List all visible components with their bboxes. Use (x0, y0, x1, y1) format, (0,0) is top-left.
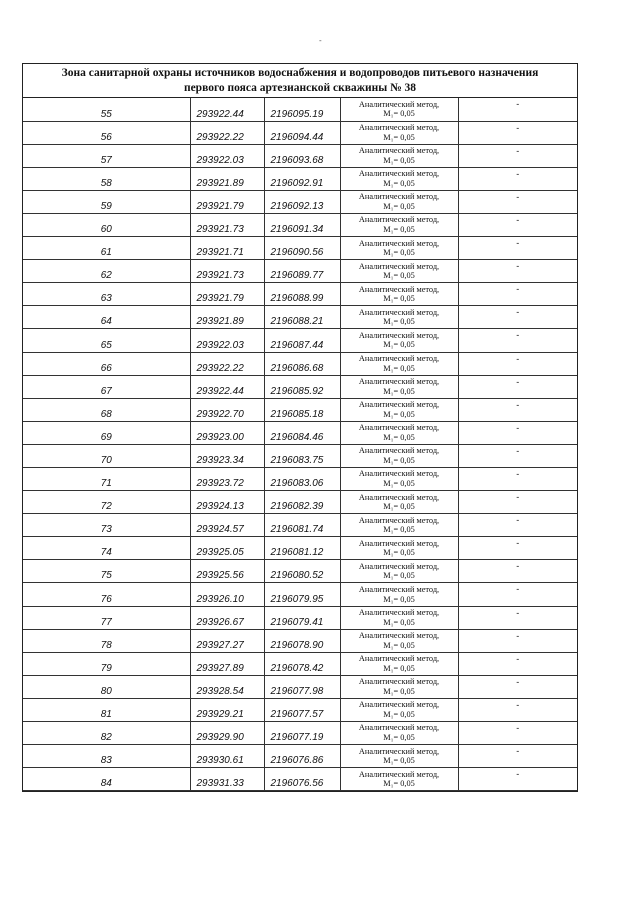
coordinate-x-cell: 293921.73 (190, 260, 264, 283)
coordinate-y-cell: 2196089.77 (264, 260, 340, 283)
table-row (23, 468, 577, 491)
coordinate-y-cell: 2196077.98 (264, 675, 340, 698)
table-row (23, 98, 577, 121)
description-cell: - (458, 444, 577, 467)
page-mark: - (319, 36, 322, 45)
table-row (23, 629, 577, 652)
method-cell (340, 560, 458, 583)
coordinate-y-cell: 2196079.41 (264, 606, 340, 629)
coordinate-y-cell: 2196081.12 (264, 537, 340, 560)
point-number-cell: 77 (23, 606, 190, 629)
method-line2: M₁= 0,05 (383, 248, 415, 258)
table-row (23, 652, 577, 675)
table-row (23, 375, 577, 398)
method-line1: Аналитический метод, (358, 608, 440, 618)
description-cell: - (458, 190, 577, 213)
method-line1: Аналитический метод, (358, 631, 440, 641)
table-row (23, 560, 577, 583)
description-cell: - (458, 237, 577, 260)
header-title-line2: первого пояса артезианской скважины № 38 (183, 82, 417, 94)
coordinate-x-cell: 293921.71 (190, 237, 264, 260)
table-row (23, 306, 577, 329)
point-number-cell: 67 (23, 375, 190, 398)
coordinate-x-cell: 293928.54 (190, 675, 264, 698)
description-cell: - (458, 398, 577, 421)
point-number-cell: 80 (23, 675, 190, 698)
method-line2: M₁= 0,05 (383, 733, 415, 743)
coordinate-x-cell: 293924.13 (190, 491, 264, 514)
point-number-cell: 68 (23, 398, 190, 421)
method-cell (340, 745, 458, 768)
description-cell: - (458, 283, 577, 306)
point-number-cell: 58 (23, 167, 190, 190)
method-cell (340, 375, 458, 398)
description-cell: - (458, 675, 577, 698)
coordinate-x-cell: 293923.34 (190, 444, 264, 467)
coordinate-x-cell: 293922.70 (190, 398, 264, 421)
point-number-cell: 75 (23, 560, 190, 583)
method-line2: M₁= 0,05 (383, 525, 415, 535)
table-row (23, 121, 577, 144)
method-line1: Аналитический метод, (358, 284, 440, 294)
description-cell: - (458, 352, 577, 375)
point-number-cell: 57 (23, 144, 190, 167)
description-cell: - (458, 606, 577, 629)
description-cell: - (458, 306, 577, 329)
method-line1: Аналитический метод, (358, 446, 440, 456)
coordinate-x-cell: 293921.89 (190, 306, 264, 329)
method-line2: M₁= 0,05 (383, 756, 415, 766)
coordinates-table-body (23, 98, 577, 791)
method-line1: Аналитический метод, (358, 469, 440, 479)
coordinate-x-cell: 293923.72 (190, 468, 264, 491)
description-cell: - (458, 514, 577, 537)
method-cell (340, 606, 458, 629)
coordinate-x-cell: 293922.22 (190, 121, 264, 144)
point-number-cell: 78 (23, 629, 190, 652)
table-row (23, 514, 577, 537)
coordinate-y-cell: 2196088.21 (264, 306, 340, 329)
table-row (23, 352, 577, 375)
point-number-cell: 84 (23, 768, 190, 791)
method-cell (340, 468, 458, 491)
description-cell: - (458, 768, 577, 791)
description-cell: - (458, 375, 577, 398)
description-cell: - (458, 144, 577, 167)
method-line2: M₁= 0,05 (383, 225, 415, 235)
method-line2: M₁= 0,05 (383, 617, 415, 627)
coordinate-y-cell: 2196078.90 (264, 629, 340, 652)
method-line2: M₁= 0,05 (383, 686, 415, 696)
method-cell (340, 444, 458, 467)
coordinate-x-cell: 293925.56 (190, 560, 264, 583)
method-line1: Аналитический метод, (358, 123, 440, 133)
method-cell (340, 260, 458, 283)
table-header (23, 64, 577, 98)
coordinate-x-cell: 293921.79 (190, 283, 264, 306)
method-line2: M₁= 0,05 (383, 271, 415, 281)
method-line2: M₁= 0,05 (383, 363, 415, 373)
coordinate-y-cell: 2196086.68 (264, 352, 340, 375)
point-number-cell: 81 (23, 698, 190, 721)
method-line2: M₁= 0,05 (383, 178, 415, 188)
description-cell: - (458, 167, 577, 190)
coordinate-y-cell: 2196094.44 (264, 121, 340, 144)
description-cell: - (458, 213, 577, 236)
coordinate-x-cell: 293922.44 (190, 98, 264, 121)
coordinate-x-cell: 293921.89 (190, 167, 264, 190)
table-row (23, 722, 577, 745)
method-cell (340, 514, 458, 537)
method-cell (340, 722, 458, 745)
method-line2: M₁= 0,05 (383, 779, 415, 789)
method-cell (340, 121, 458, 144)
table-row (23, 237, 577, 260)
method-cell (340, 491, 458, 514)
method-line1: Аналитический метод, (358, 99, 440, 109)
point-number-cell: 72 (23, 491, 190, 514)
table-row (23, 144, 577, 167)
method-cell (340, 583, 458, 606)
coordinate-x-cell: 293922.22 (190, 352, 264, 375)
coordinate-x-cell: 293929.90 (190, 722, 264, 745)
coordinate-x-cell: 293925.05 (190, 537, 264, 560)
coordinate-y-cell: 2196093.68 (264, 144, 340, 167)
method-cell (340, 306, 458, 329)
method-line1: Аналитический метод, (358, 215, 440, 225)
table-row (23, 398, 577, 421)
description-cell: - (458, 583, 577, 606)
coordinates-table (23, 98, 577, 791)
table-row (23, 537, 577, 560)
point-number-cell: 66 (23, 352, 190, 375)
method-line2: M₁= 0,05 (383, 294, 415, 304)
point-number-cell: 62 (23, 260, 190, 283)
method-line2: M₁= 0,05 (383, 548, 415, 558)
method-cell (340, 398, 458, 421)
table-row (23, 444, 577, 467)
description-cell: - (458, 121, 577, 144)
method-line2: M₁= 0,05 (383, 132, 415, 142)
table-row (23, 421, 577, 444)
description-cell: - (458, 468, 577, 491)
description-cell: - (458, 329, 577, 352)
point-number-cell: 59 (23, 190, 190, 213)
table-row (23, 606, 577, 629)
method-line2: M₁= 0,05 (383, 663, 415, 673)
point-number-cell: 69 (23, 421, 190, 444)
coordinate-y-cell: 2196095.19 (264, 98, 340, 121)
method-line2: M₁= 0,05 (383, 340, 415, 350)
table-row (23, 768, 577, 791)
point-number-cell: 56 (23, 121, 190, 144)
method-line1: Аналитический метод, (358, 261, 440, 271)
coordinate-x-cell: 293927.89 (190, 652, 264, 675)
method-cell (340, 213, 458, 236)
coordinate-x-cell: 293922.03 (190, 144, 264, 167)
method-line2: M₁= 0,05 (383, 409, 415, 419)
method-line1: Аналитический метод, (358, 377, 440, 387)
table-row (23, 329, 577, 352)
coordinate-x-cell: 293924.57 (190, 514, 264, 537)
method-line1: Аналитический метод, (358, 146, 440, 156)
point-number-cell: 71 (23, 468, 190, 491)
coordinate-y-cell: 2196076.56 (264, 768, 340, 791)
coordinate-y-cell: 2196077.57 (264, 698, 340, 721)
point-number-cell: 79 (23, 652, 190, 675)
method-cell (340, 98, 458, 121)
method-line1: Аналитический метод, (358, 654, 440, 664)
method-cell (340, 675, 458, 698)
method-cell (340, 144, 458, 167)
method-line1: Аналитический метод, (358, 538, 440, 548)
coordinate-y-cell: 2196092.91 (264, 167, 340, 190)
coordinate-y-cell: 2196077.19 (264, 722, 340, 745)
method-cell (340, 698, 458, 721)
method-cell (340, 283, 458, 306)
method-line2: M₁= 0,05 (383, 455, 415, 465)
coordinate-x-cell: 293922.03 (190, 329, 264, 352)
method-line2: M₁= 0,05 (383, 432, 415, 442)
method-line1: Аналитический метод, (358, 515, 440, 525)
method-line1: Аналитический метод, (358, 769, 440, 779)
method-cell (340, 768, 458, 791)
coordinates-sheet (22, 63, 578, 792)
method-line1: Аналитический метод, (358, 330, 440, 340)
point-number-cell: 74 (23, 537, 190, 560)
method-line2: M₁= 0,05 (383, 386, 415, 396)
coordinate-x-cell: 293931.33 (190, 768, 264, 791)
description-cell: - (458, 698, 577, 721)
method-line1: Аналитический метод, (358, 400, 440, 410)
method-line1: Аналитический метод, (358, 746, 440, 756)
coordinate-y-cell: 2196090.56 (264, 237, 340, 260)
description-cell: - (458, 629, 577, 652)
method-line1: Аналитический метод, (358, 169, 440, 179)
coordinate-y-cell: 2196083.06 (264, 468, 340, 491)
point-number-cell: 60 (23, 213, 190, 236)
coordinate-x-cell: 293922.44 (190, 375, 264, 398)
coordinate-x-cell: 293923.00 (190, 421, 264, 444)
coordinate-x-cell: 293929.21 (190, 698, 264, 721)
coordinate-x-cell: 293926.10 (190, 583, 264, 606)
coordinate-y-cell: 2196087.44 (264, 329, 340, 352)
method-line2: M₁= 0,05 (383, 201, 415, 211)
coordinate-x-cell: 293921.73 (190, 213, 264, 236)
point-number-cell: 63 (23, 283, 190, 306)
coordinate-y-cell: 2196083.75 (264, 444, 340, 467)
method-line1: Аналитический метод, (358, 492, 440, 502)
method-cell (340, 652, 458, 675)
point-number-cell: 55 (23, 98, 190, 121)
table-row (23, 260, 577, 283)
method-line2: M₁= 0,05 (383, 109, 415, 119)
table-row (23, 745, 577, 768)
point-number-cell: 83 (23, 745, 190, 768)
method-line2: M₁= 0,05 (383, 594, 415, 604)
table-row (23, 190, 577, 213)
method-line2: M₁= 0,05 (383, 479, 415, 489)
coordinate-y-cell: 2196085.92 (264, 375, 340, 398)
description-cell: - (458, 260, 577, 283)
method-line2: M₁= 0,05 (383, 640, 415, 650)
description-cell: - (458, 560, 577, 583)
point-number-cell: 61 (23, 237, 190, 260)
coordinate-y-cell: 2196079.95 (264, 583, 340, 606)
method-line1: Аналитический метод, (358, 700, 440, 710)
coordinate-y-cell: 2196080.52 (264, 560, 340, 583)
method-cell (340, 190, 458, 213)
coordinate-x-cell: 293921.79 (190, 190, 264, 213)
method-cell (340, 167, 458, 190)
method-cell (340, 352, 458, 375)
method-line1: Аналитический метод, (358, 307, 440, 317)
table-row (23, 583, 577, 606)
table-row (23, 213, 577, 236)
description-cell: - (458, 421, 577, 444)
coordinate-x-cell: 293927.27 (190, 629, 264, 652)
table-row (23, 698, 577, 721)
description-cell: - (458, 98, 577, 121)
description-cell: - (458, 652, 577, 675)
method-line1: Аналитический метод, (358, 192, 440, 202)
coordinate-y-cell: 2196091.34 (264, 213, 340, 236)
table-row (23, 675, 577, 698)
coordinate-y-cell: 2196076.86 (264, 745, 340, 768)
table-row (23, 283, 577, 306)
method-cell (340, 421, 458, 444)
method-cell (340, 329, 458, 352)
point-number-cell: 82 (23, 722, 190, 745)
description-cell: - (458, 745, 577, 768)
method-line1: Аналитический метод, (358, 677, 440, 687)
coordinate-y-cell: 2196092.13 (264, 190, 340, 213)
method-line1: Аналитический метод, (358, 238, 440, 248)
description-cell: - (458, 537, 577, 560)
coordinate-x-cell: 293926.67 (190, 606, 264, 629)
header-title-line1: Зона санитарной охраны источников водоснабжения и водопроводов питьевого назначения (61, 67, 539, 79)
method-line1: Аналитический метод, (358, 723, 440, 733)
method-cell (340, 237, 458, 260)
point-number-cell: 76 (23, 583, 190, 606)
method-line2: M₁= 0,05 (383, 502, 415, 512)
table-row (23, 167, 577, 190)
method-cell (340, 537, 458, 560)
method-line1: Аналитический метод, (358, 584, 440, 594)
method-line2: M₁= 0,05 (383, 709, 415, 719)
coordinate-y-cell: 2196082.39 (264, 491, 340, 514)
description-cell: - (458, 722, 577, 745)
method-line2: M₁= 0,05 (383, 571, 415, 581)
method-cell (340, 629, 458, 652)
table-row (23, 491, 577, 514)
point-number-cell: 64 (23, 306, 190, 329)
point-number-cell: 73 (23, 514, 190, 537)
method-line2: M₁= 0,05 (383, 317, 415, 327)
coordinate-x-cell: 293930.61 (190, 745, 264, 768)
method-line2: M₁= 0,05 (383, 155, 415, 165)
coordinate-y-cell: 2196084.46 (264, 421, 340, 444)
point-number-cell: 70 (23, 444, 190, 467)
point-number-cell: 65 (23, 329, 190, 352)
coordinate-y-cell: 2196085.18 (264, 398, 340, 421)
method-line1: Аналитический метод, (358, 353, 440, 363)
coordinate-y-cell: 2196088.99 (264, 283, 340, 306)
method-line1: Аналитический метод, (358, 423, 440, 433)
coordinate-y-cell: 2196078.42 (264, 652, 340, 675)
method-line1: Аналитический метод, (358, 561, 440, 571)
coordinate-y-cell: 2196081.74 (264, 514, 340, 537)
description-cell: - (458, 491, 577, 514)
